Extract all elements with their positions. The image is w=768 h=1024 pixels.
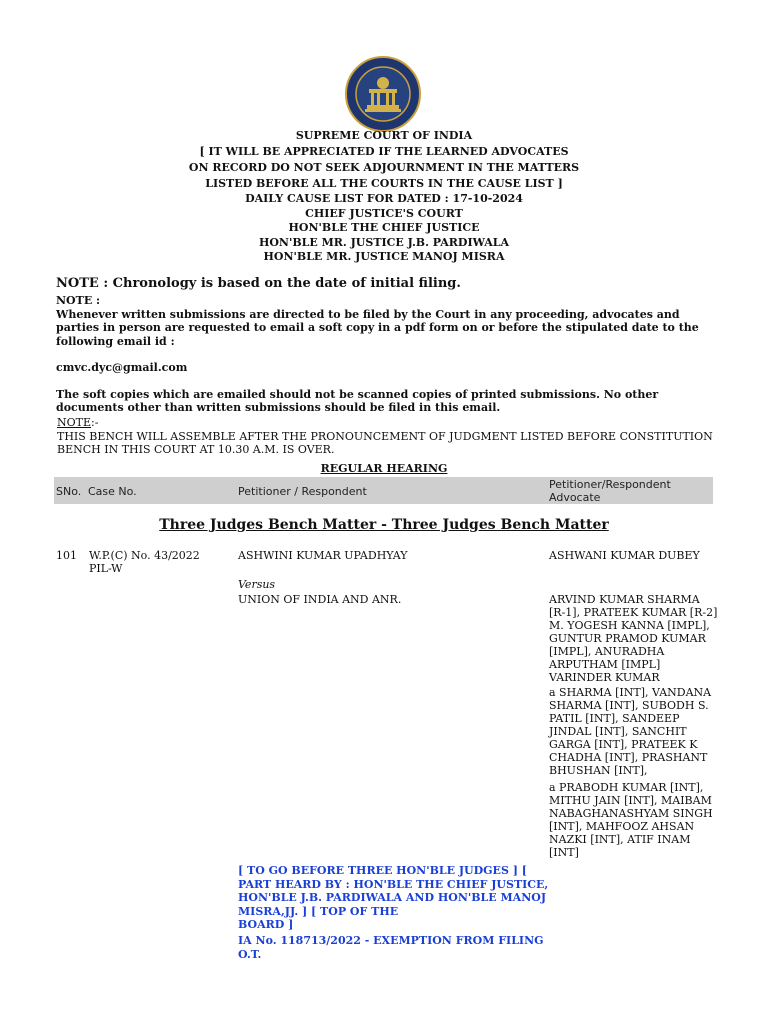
- bench-title: Three Judges Bench Matter - Three Judges Bench Matter: [159, 517, 609, 533]
- case-remarks: [238, 864, 548, 932]
- case-number-line1: W.P.(C) No. 43/2022: [89, 549, 200, 562]
- resp-adv-line: BHUSHAN [INT],: [549, 764, 648, 777]
- resp-adv-line: [IMPL], ANURADHA: [549, 645, 665, 658]
- resp-adv-line: MITHU JAIN [INT], MAIBAM: [549, 794, 712, 807]
- col-advocate: [549, 478, 671, 504]
- col-parties: Petitioner / Respondent: [238, 485, 367, 498]
- resp-adv-line: [R-1], PRATEEK KUMAR [R-2]: [549, 606, 718, 619]
- court-title: SUPREME COURT OF INDIA: [295, 129, 473, 142]
- appeal-line-3: LISTED BEFORE ALL THE COURTS IN THE CAUSE LIST ]: [205, 177, 563, 190]
- case-number: [89, 549, 200, 575]
- versus-label: Versus: [238, 578, 276, 591]
- remark-line: BOARD ]: [238, 918, 294, 931]
- note-label: NOTE :: [56, 294, 101, 307]
- email-address[interactable]: cmvc.dyc@gmail.com: [56, 361, 188, 374]
- resp-adv-line: JINDAL [INT], SANCHIT: [549, 725, 687, 738]
- remark-line: [ TO GO BEFORE THREE HON'BLE JUDGES ] [: [238, 864, 527, 877]
- supreme-court-emblem: [345, 56, 421, 132]
- respondent-advocates-2: [549, 686, 711, 777]
- resp-adv-line: PATIL [INT], SANDEEP: [549, 712, 680, 725]
- interlocutory-application: [238, 934, 544, 961]
- resp-adv-line: a SHARMA [INT], VANDANA: [549, 686, 712, 699]
- petitioner: ASHWINI KUMAR UPADHYAY: [238, 549, 408, 562]
- resp-adv-line: NABAGHANASHYAM SINGH: [549, 807, 713, 820]
- case-number-line2: PIL-W: [89, 562, 123, 575]
- soft-copies-text: The soft copies which are emailed should not be scanned copies of printed submissions. No other documents other than written submissions should be filed in this email.: [56, 387, 659, 414]
- chronology-note: NOTE : Chronology is based on the date of initial filing.: [56, 276, 461, 291]
- bench-note-label: NOTE: [57, 416, 92, 429]
- resp-adv-line: [INT], MAHFOOZ AHSAN: [549, 820, 695, 833]
- resp-adv-line: a PRABODH KUMAR [INT],: [549, 781, 704, 794]
- col-advocate-line1: Petitioner/Respondent: [549, 478, 671, 491]
- submission-note: [56, 294, 716, 415]
- table-header: [54, 477, 713, 504]
- case-sno: 101: [56, 549, 77, 562]
- judge-2: HON'BLE MR. JUSTICE J.B. PARDIWALA: [258, 235, 510, 249]
- resp-adv-line: [INT]: [549, 846, 579, 859]
- respondent: UNION OF INDIA AND ANR.: [238, 593, 402, 606]
- court-name: CHIEF JUSTICE'S COURT: [305, 206, 463, 220]
- resp-adv-line: CHADHA [INT], PRASHANT: [549, 751, 708, 764]
- cause-list-date: DAILY CAUSE LIST FOR DATED : 17-10-2024: [245, 192, 523, 205]
- bench-note: [57, 416, 717, 457]
- respondent-advocates-3: [549, 781, 713, 859]
- col-advocate-line2: Advocate: [549, 491, 601, 504]
- ia-line: IA No. 118713/2022 - EXEMPTION FROM FILING: [238, 934, 544, 947]
- appeal-line-1: [ IT WILL BE APPRECIATED IF THE LEARNED ADVOCATES: [199, 145, 569, 158]
- ia-line: O.T.: [238, 947, 262, 961]
- judge-3: HON'BLE MR. JUSTICE MANOJ MISRA: [263, 250, 505, 263]
- resp-adv-line: M. YOGESH KANNA [IMPL],: [549, 619, 710, 632]
- col-case-no: Case No.: [88, 485, 137, 498]
- resp-adv-line: VARINDER KUMAR: [549, 671, 660, 684]
- bench-note-suffix: :-: [91, 416, 99, 429]
- remark-line: MISRA,JJ. ] [ TOP OF THE: [238, 904, 399, 918]
- submissions-text: Whenever written submissions are directed to be filed by the Court in any proceeding, advocates and parties in person are requested to email a soft copy in a pdf form on or before the stipulated date to the following email id :: [56, 307, 699, 348]
- judge-1: HON'BLE THE CHIEF JUSTICE: [288, 221, 480, 234]
- resp-adv-line: GARGA [INT], PRATEEK K: [549, 738, 698, 751]
- respondent-advocates-1: [549, 593, 717, 684]
- col-sno: SNo.: [56, 485, 82, 498]
- remark-line: PART HEARD BY : HON'BLE THE CHIEF JUSTICE,: [238, 877, 549, 891]
- bench-assemble-text: THIS BENCH WILL ASSEMBLE AFTER THE PRONOUNCEMENT OF JUDGMENT LISTED BEFORE CONSTITUTION BENCH IN THIS COURT AT 10.30 A.M. IS OVER.: [57, 429, 713, 456]
- section-heading: REGULAR HEARING: [320, 462, 448, 475]
- remark-line: HON'BLE J.B. PARDIWALA AND HON'BLE MANOJ: [238, 891, 547, 904]
- appeal-line-2: ON RECORD DO NOT SEEK ADJOURNMENT IN THE MATTERS: [188, 161, 580, 174]
- resp-adv-line: ARVIND KUMAR SHARMA: [549, 593, 700, 606]
- resp-adv-line: NAZKI [INT], ATIF INAM: [549, 833, 691, 846]
- resp-adv-line: ARPUTHAM [IMPL]: [549, 658, 661, 671]
- petitioner-advocate: ASHWANI KUMAR DUBEY: [549, 549, 700, 562]
- resp-adv-line: GUNTUR PRAMOD KUMAR: [549, 632, 706, 645]
- cause-list-header: [0, 128, 768, 265]
- resp-adv-line: SHARMA [INT], SUBODH S.: [549, 699, 709, 712]
